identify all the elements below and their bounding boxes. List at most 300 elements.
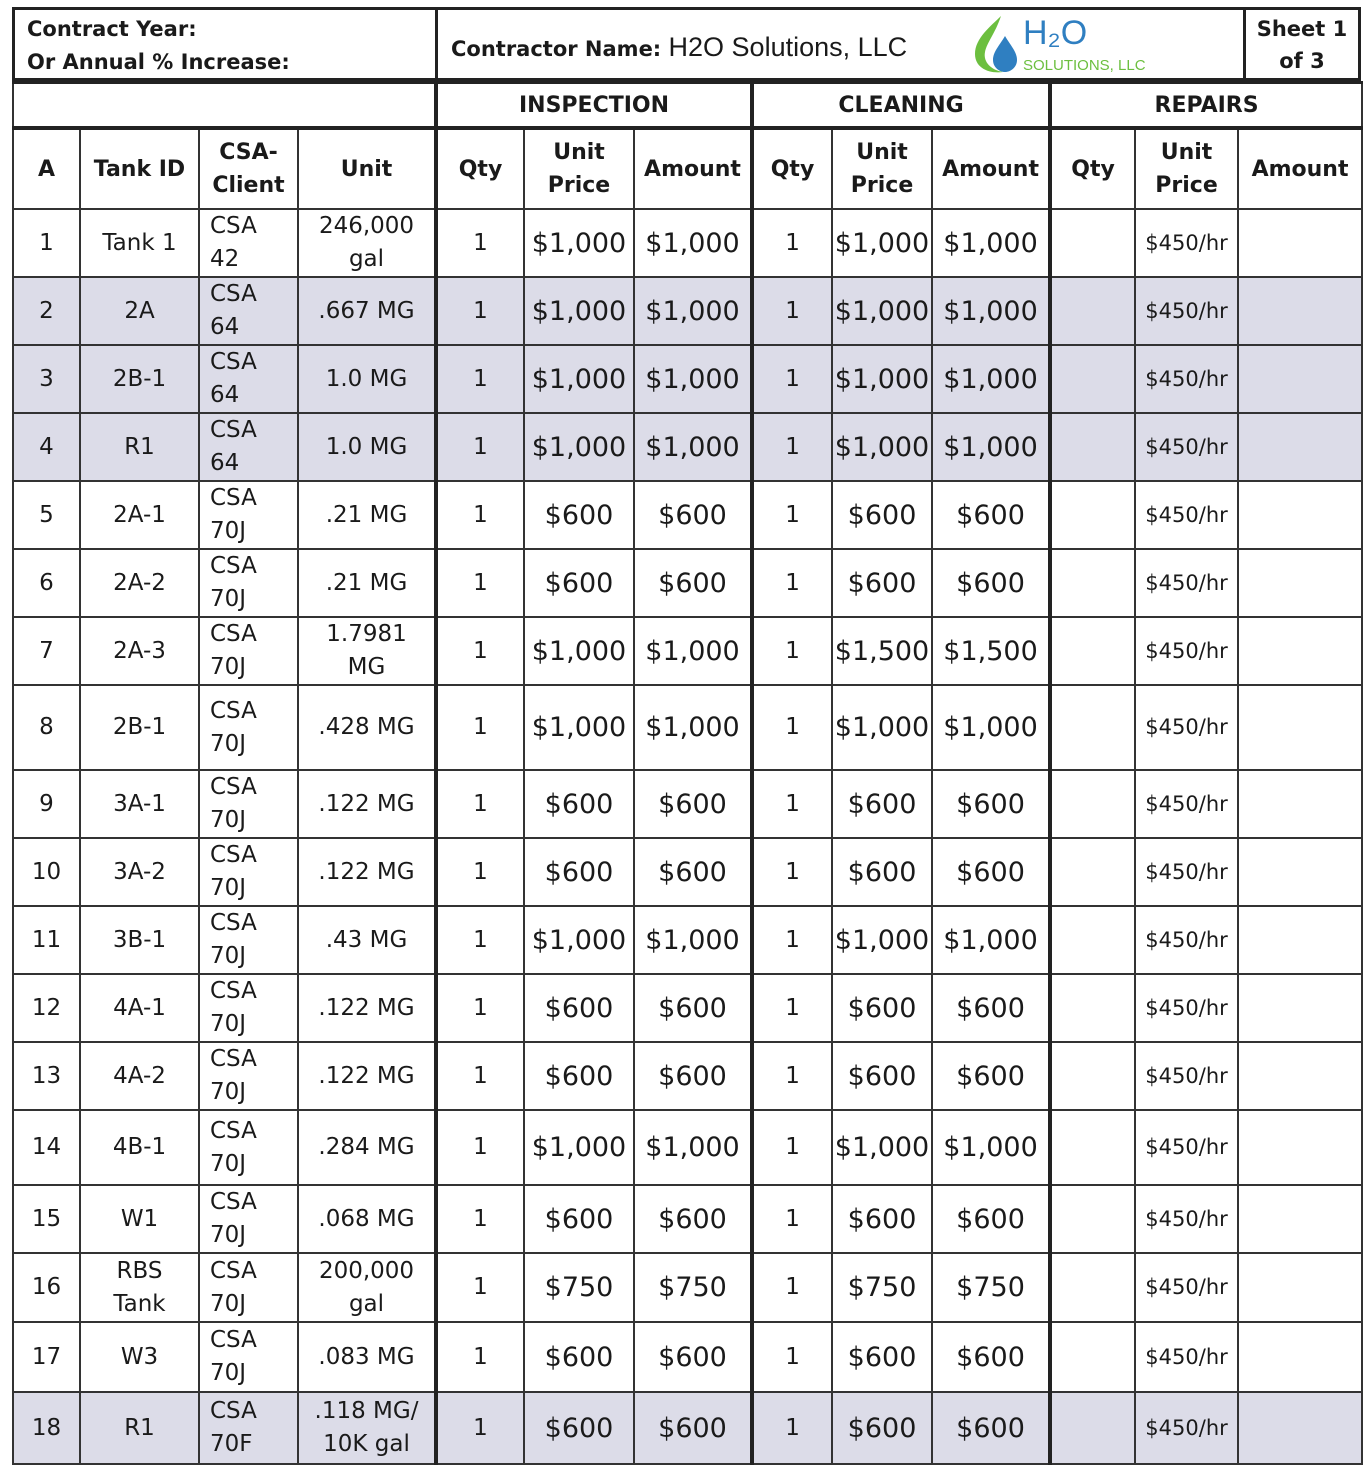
cleaning-qty: 1 (752, 277, 832, 345)
inspection-unit-price: $600 (524, 1322, 634, 1392)
group-cleaning: CLEANING (752, 83, 1050, 129)
col-a: A (13, 128, 80, 209)
col-repairs-qty: Qty (1050, 128, 1135, 209)
row-number: 2 (13, 277, 80, 345)
row-number: 5 (13, 481, 80, 549)
csa-client-line: CSA (210, 697, 257, 724)
inspection-qty: 1 (436, 413, 524, 481)
inspection-amount: $600 (634, 481, 752, 549)
unit-size (298, 617, 436, 685)
repairs-unit-price: $450/hr (1135, 1042, 1238, 1110)
inspection-qty: 1 (436, 974, 524, 1042)
inspection-unit-price: $600 (524, 549, 634, 617)
tank-id (80, 345, 199, 413)
inspection-unit-price: $600 (524, 1042, 634, 1110)
table-row (13, 770, 1362, 838)
csa-client (199, 549, 298, 617)
inspection-amount: $1,000 (634, 906, 752, 974)
repairs-amount (1238, 770, 1362, 838)
h2o-solutions-logo (961, 12, 1181, 76)
tank-id-line: 4A-2 (113, 1062, 166, 1089)
unit-size-line: gal (348, 1290, 385, 1317)
table-row (13, 1322, 1362, 1392)
contractor-block (441, 10, 1246, 78)
cleaning-amount: $1,000 (932, 685, 1050, 770)
csa-client-line: CSA (210, 1046, 257, 1072)
inspection-amount: $600 (634, 1185, 752, 1253)
cleaning-qty: 1 (752, 1042, 832, 1110)
unit-size (298, 685, 436, 770)
unit-size (298, 277, 436, 345)
col-up-line2: Price (1155, 173, 1218, 198)
inspection-amount: $1,000 (634, 1110, 752, 1185)
csa-client (199, 277, 298, 345)
cleaning-unit-price: $600 (832, 1185, 932, 1253)
repairs-qty (1050, 413, 1135, 481)
tank-id (80, 413, 199, 481)
inspection-unit-price: $1,000 (524, 413, 634, 481)
csa-client-line: 70J (210, 1150, 247, 1177)
csa-client-line: CSA (210, 774, 257, 800)
tank-id-line: R1 (124, 433, 155, 460)
inspection-unit-price: $1,000 (524, 685, 634, 770)
row-number: 11 (13, 906, 80, 974)
table-row (13, 1392, 1362, 1464)
cleaning-amount: $1,500 (932, 617, 1050, 685)
repairs-amount (1238, 1042, 1362, 1110)
table-row (13, 209, 1362, 277)
csa-client-line: 64 (210, 314, 240, 340)
csa-client-line: 70J (210, 730, 247, 757)
inspection-unit-price: $600 (524, 838, 634, 906)
repairs-unit-price: $450/hr (1135, 1392, 1238, 1464)
cleaning-amount: $600 (932, 481, 1050, 549)
col-repairs-unit-price (1135, 128, 1238, 209)
repairs-unit-price: $450/hr (1135, 549, 1238, 617)
table-row (13, 277, 1362, 345)
cleaning-unit-price: $750 (832, 1253, 932, 1322)
cleaning-qty: 1 (752, 549, 832, 617)
group-inspection: INSPECTION (436, 83, 752, 129)
cleaning-unit-price: $1,000 (832, 413, 932, 481)
unit-size-line: .21 MG (325, 569, 408, 596)
group-blank (13, 83, 436, 129)
cleaning-qty: 1 (752, 481, 832, 549)
csa-client-line: CSA (210, 553, 257, 579)
tank-id (80, 1042, 199, 1110)
inspection-unit-price: $600 (524, 974, 634, 1042)
tank-id-line: 2B-1 (112, 714, 167, 740)
csa-client-line: 70J (210, 586, 247, 612)
cleaning-amount: $1,000 (932, 345, 1050, 413)
tank-id-line: 3B-1 (112, 926, 167, 953)
csa-client-line: CSA (210, 281, 257, 307)
repairs-unit-price: $450/hr (1135, 770, 1238, 838)
inspection-qty: 1 (436, 1392, 524, 1464)
cleaning-amount: $600 (932, 549, 1050, 617)
csa-client (199, 906, 298, 974)
csa-client-line: CSA (210, 1117, 257, 1144)
unit-size (298, 1322, 436, 1392)
inspection-unit-price: $600 (524, 770, 634, 838)
inspection-qty: 1 (436, 481, 524, 549)
csa-client-line: 70J (210, 1290, 247, 1317)
cleaning-amount: $600 (932, 838, 1050, 906)
csa-client-line: CSA (210, 485, 257, 511)
repairs-qty (1050, 209, 1135, 277)
inspection-amount: $600 (634, 1322, 752, 1392)
col-cleaning-qty: Qty (752, 128, 832, 209)
repairs-amount (1238, 974, 1362, 1042)
unit-size-line: 200,000 (318, 1257, 415, 1284)
csa-client (199, 1322, 298, 1392)
unit-size (298, 770, 436, 838)
csa-client-line: 70J (210, 1011, 247, 1037)
repairs-qty (1050, 1110, 1135, 1185)
cleaning-amount: $1,000 (932, 906, 1050, 974)
repairs-unit-price: $450/hr (1135, 974, 1238, 1042)
unit-size-line: 10K gal (323, 1431, 410, 1457)
cleaning-unit-price: $600 (832, 838, 932, 906)
inspection-amount: $600 (634, 838, 752, 906)
csa-client-line: 70F (210, 1431, 253, 1457)
tank-id-line: RBS (116, 1257, 163, 1284)
contractor-label: Contractor Name: (451, 37, 662, 61)
pricing-table (12, 81, 1363, 1465)
repairs-amount (1238, 838, 1362, 906)
cleaning-unit-price: $1,500 (832, 617, 932, 685)
inspection-unit-price: $1,000 (524, 1110, 634, 1185)
table-row (13, 906, 1362, 974)
col-cleaning-unit-price (832, 128, 932, 209)
inspection-qty: 1 (436, 770, 524, 838)
inspection-amount: $600 (634, 549, 752, 617)
tank-id-line: 4B-1 (112, 1134, 167, 1160)
col-csa-client (199, 128, 298, 209)
csa-client-line: 64 (210, 450, 240, 476)
repairs-amount (1238, 1185, 1362, 1253)
csa-client-line: CSA (210, 1398, 257, 1424)
repairs-unit-price: $450/hr (1135, 277, 1238, 345)
tank-id-line: 2A-1 (113, 501, 166, 528)
tank-id-line: 3A-1 (113, 790, 166, 817)
tank-id (80, 549, 199, 617)
inspection-amount: $1,000 (634, 413, 752, 481)
inspection-qty: 1 (436, 1185, 524, 1253)
row-number: 7 (13, 617, 80, 685)
cleaning-qty: 1 (752, 209, 832, 277)
cleaning-unit-price: $600 (832, 974, 932, 1042)
csa-client (199, 770, 298, 838)
cleaning-unit-price: $1,000 (832, 209, 932, 277)
csa-client (199, 1042, 298, 1110)
cleaning-unit-price: $1,000 (832, 906, 932, 974)
repairs-amount (1238, 549, 1362, 617)
table-row (13, 1110, 1362, 1185)
table-row (13, 413, 1362, 481)
tank-id-line: R1 (124, 1414, 155, 1441)
inspection-unit-price: $1,000 (524, 617, 634, 685)
group-header-row (13, 83, 1362, 129)
cleaning-amount: $1,000 (932, 209, 1050, 277)
cleaning-qty: 1 (752, 1322, 832, 1392)
csa-client-line: CSA (210, 1257, 257, 1284)
cleaning-unit-price: $1,000 (832, 685, 932, 770)
repairs-unit-price: $450/hr (1135, 906, 1238, 974)
tank-id-line: W3 (120, 1343, 159, 1370)
cleaning-unit-price: $600 (832, 549, 932, 617)
table-row (13, 481, 1362, 549)
csa-client-line: 70J (210, 807, 247, 833)
table-row (13, 1042, 1362, 1110)
row-number: 1 (13, 209, 80, 277)
inspection-qty: 1 (436, 209, 524, 277)
cleaning-amount: $600 (932, 1185, 1050, 1253)
repairs-qty (1050, 1042, 1135, 1110)
tank-id-line: 3A-2 (113, 858, 166, 885)
unit-size (298, 838, 436, 906)
csa-client-line: CSA (210, 621, 257, 647)
repairs-amount (1238, 617, 1362, 685)
row-number: 10 (13, 838, 80, 906)
unit-size-line: .118 MG/ (314, 1398, 419, 1424)
csa-client-line: 70J (210, 1079, 247, 1105)
cleaning-unit-price: $600 (832, 1322, 932, 1392)
unit-size-line: .122 MG (318, 790, 415, 817)
repairs-qty (1050, 906, 1135, 974)
table-row (13, 617, 1362, 685)
repairs-unit-price: $450/hr (1135, 685, 1238, 770)
inspection-qty: 1 (436, 838, 524, 906)
tank-id-line: 2A-2 (113, 569, 166, 596)
inspection-qty: 1 (436, 1253, 524, 1322)
inspection-unit-price: $600 (524, 1392, 634, 1464)
cleaning-unit-price: $1,000 (832, 345, 932, 413)
tank-id (80, 1110, 199, 1185)
inspection-unit-price: $750 (524, 1253, 634, 1322)
csa-client (199, 974, 298, 1042)
col-repairs-amount: Amount (1238, 128, 1362, 209)
repairs-qty (1050, 1253, 1135, 1322)
tank-id-line: 4A-1 (113, 994, 166, 1021)
cleaning-qty: 1 (752, 617, 832, 685)
table-row (13, 1253, 1362, 1322)
row-number: 16 (13, 1253, 80, 1322)
row-number: 18 (13, 1392, 80, 1464)
row-number: 4 (13, 413, 80, 481)
csa-client-line: 64 (210, 382, 240, 408)
cleaning-qty: 1 (752, 345, 832, 413)
logo-sub-text: SOLUTIONS, LLC (1023, 57, 1146, 74)
unit-size (298, 1110, 436, 1185)
inspection-qty: 1 (436, 906, 524, 974)
col-inspection-amount: Amount (634, 128, 752, 209)
inspection-amount: $600 (634, 1392, 752, 1464)
inspection-amount: $1,000 (634, 209, 752, 277)
cleaning-amount: $600 (932, 1042, 1050, 1110)
col-up-line1: Unit (856, 140, 908, 165)
inspection-qty: 1 (436, 1042, 524, 1110)
inspection-amount: $600 (634, 974, 752, 1042)
csa-client (199, 617, 298, 685)
table-row (13, 549, 1362, 617)
sheet-header (12, 7, 1361, 81)
cleaning-amount: $750 (932, 1253, 1050, 1322)
repairs-unit-price: $450/hr (1135, 413, 1238, 481)
cleaning-unit-price: $600 (832, 770, 932, 838)
row-number: 14 (13, 1110, 80, 1185)
repairs-amount (1238, 1253, 1362, 1322)
col-unit: Unit (298, 128, 436, 209)
csa-client (199, 838, 298, 906)
csa-client-line: 42 (210, 246, 240, 272)
table-row (13, 974, 1362, 1042)
col-up-line2: Price (547, 173, 611, 198)
csa-client (199, 413, 298, 481)
row-number: 12 (13, 974, 80, 1042)
csa-client-line: CSA (210, 349, 257, 375)
repairs-amount (1238, 906, 1362, 974)
repairs-qty (1050, 617, 1135, 685)
unit-size (298, 481, 436, 549)
repairs-amount (1238, 345, 1362, 413)
unit-size-line: gal (348, 246, 385, 272)
tank-id-line: 2A (124, 297, 155, 324)
tank-id-line: 2B-1 (112, 365, 167, 392)
inspection-qty: 1 (436, 617, 524, 685)
tank-id (80, 1322, 199, 1392)
col-csa-line2: Client (212, 173, 285, 198)
unit-size-line: .284 MG (318, 1134, 415, 1160)
repairs-unit-price: $450/hr (1135, 481, 1238, 549)
cleaning-unit-price: $1,000 (832, 1110, 932, 1185)
inspection-unit-price: $600 (524, 481, 634, 549)
unit-size (298, 906, 436, 974)
repairs-qty (1050, 1322, 1135, 1392)
cleaning-amount: $600 (932, 974, 1050, 1042)
tank-id (80, 838, 199, 906)
csa-client-line: CSA (210, 842, 257, 868)
logo-main-text: H₂O (1023, 14, 1088, 52)
col-csa-line1: CSA- (219, 140, 278, 165)
sheet-number: Sheet 1 (1256, 17, 1348, 41)
cleaning-amount: $600 (932, 770, 1050, 838)
row-number: 9 (13, 770, 80, 838)
col-inspection-qty: Qty (436, 128, 524, 209)
sheet-number-block (1246, 10, 1358, 78)
unit-size (298, 549, 436, 617)
tank-id (80, 1253, 199, 1322)
inspection-unit-price: $1,000 (524, 906, 634, 974)
col-up-line2: Price (850, 173, 914, 198)
inspection-amount: $1,000 (634, 617, 752, 685)
inspection-qty: 1 (436, 685, 524, 770)
repairs-qty (1050, 345, 1135, 413)
col-tank-id: Tank ID (80, 128, 199, 209)
row-number: 3 (13, 345, 80, 413)
csa-client-line: CSA (210, 1189, 257, 1215)
inspection-qty: 1 (436, 1322, 524, 1392)
cleaning-unit-price: $600 (832, 481, 932, 549)
table-row (13, 1185, 1362, 1253)
cleaning-unit-price: $600 (832, 1042, 932, 1110)
repairs-qty (1050, 770, 1135, 838)
repairs-unit-price: $450/hr (1135, 1110, 1238, 1185)
tank-id (80, 277, 199, 345)
csa-client-line: 70J (210, 875, 247, 901)
tank-id (80, 481, 199, 549)
tank-id (80, 617, 199, 685)
col-inspection-unit-price (524, 128, 634, 209)
table-row (13, 838, 1362, 906)
repairs-amount (1238, 481, 1362, 549)
tank-id (80, 685, 199, 770)
row-number: 15 (13, 1185, 80, 1253)
cleaning-amount: $1,000 (932, 1110, 1050, 1185)
inspection-amount: $1,000 (634, 277, 752, 345)
unit-size-line: MG (347, 654, 386, 680)
row-number: 8 (13, 685, 80, 770)
tank-id (80, 1185, 199, 1253)
csa-client (199, 481, 298, 549)
repairs-unit-price: $450/hr (1135, 1322, 1238, 1392)
tank-id (80, 974, 199, 1042)
contract-year-label: Contract Year: (27, 17, 197, 41)
csa-client-line: 70J (210, 518, 247, 544)
unit-size-line: .428 MG (318, 714, 415, 740)
unit-size-line: .21 MG (325, 501, 408, 528)
cleaning-qty: 1 (752, 838, 832, 906)
col-up-line1: Unit (553, 140, 605, 165)
repairs-qty (1050, 1392, 1135, 1464)
cleaning-qty: 1 (752, 974, 832, 1042)
tank-id (80, 770, 199, 838)
inspection-unit-price: $1,000 (524, 209, 634, 277)
tank-id-line: Tank 1 (102, 229, 177, 256)
csa-client-line: 70J (210, 1222, 247, 1248)
repairs-qty (1050, 685, 1135, 770)
repairs-amount (1238, 1392, 1362, 1464)
inspection-amount: $1,000 (634, 685, 752, 770)
cleaning-qty: 1 (752, 413, 832, 481)
csa-client-line: CSA (210, 213, 257, 239)
cleaning-qty: 1 (752, 1392, 832, 1464)
repairs-amount (1238, 277, 1362, 345)
inspection-qty: 1 (436, 345, 524, 413)
csa-client (199, 209, 298, 277)
unit-size-line: 1.0 MG (325, 433, 408, 460)
unit-size-line: .122 MG (318, 858, 415, 885)
csa-client (199, 1110, 298, 1185)
repairs-unit-price: $450/hr (1135, 1253, 1238, 1322)
inspection-amount: $600 (634, 770, 752, 838)
csa-client (199, 1185, 298, 1253)
repairs-unit-price: $450/hr (1135, 617, 1238, 685)
row-number: 13 (13, 1042, 80, 1110)
unit-size-line: .068 MG (318, 1205, 415, 1232)
contractor-name: H2O Solutions, LLC (668, 32, 908, 62)
inspection-qty: 1 (436, 277, 524, 345)
repairs-qty (1050, 549, 1135, 617)
csa-client-line: CSA (210, 417, 257, 443)
unit-size (298, 1392, 436, 1464)
unit-size-line: .083 MG (318, 1343, 415, 1370)
repairs-amount (1238, 209, 1362, 277)
unit-size-line: .122 MG (318, 994, 415, 1021)
col-up-line1: Unit (1160, 140, 1213, 165)
tank-id (80, 1392, 199, 1464)
table-row (13, 685, 1362, 770)
